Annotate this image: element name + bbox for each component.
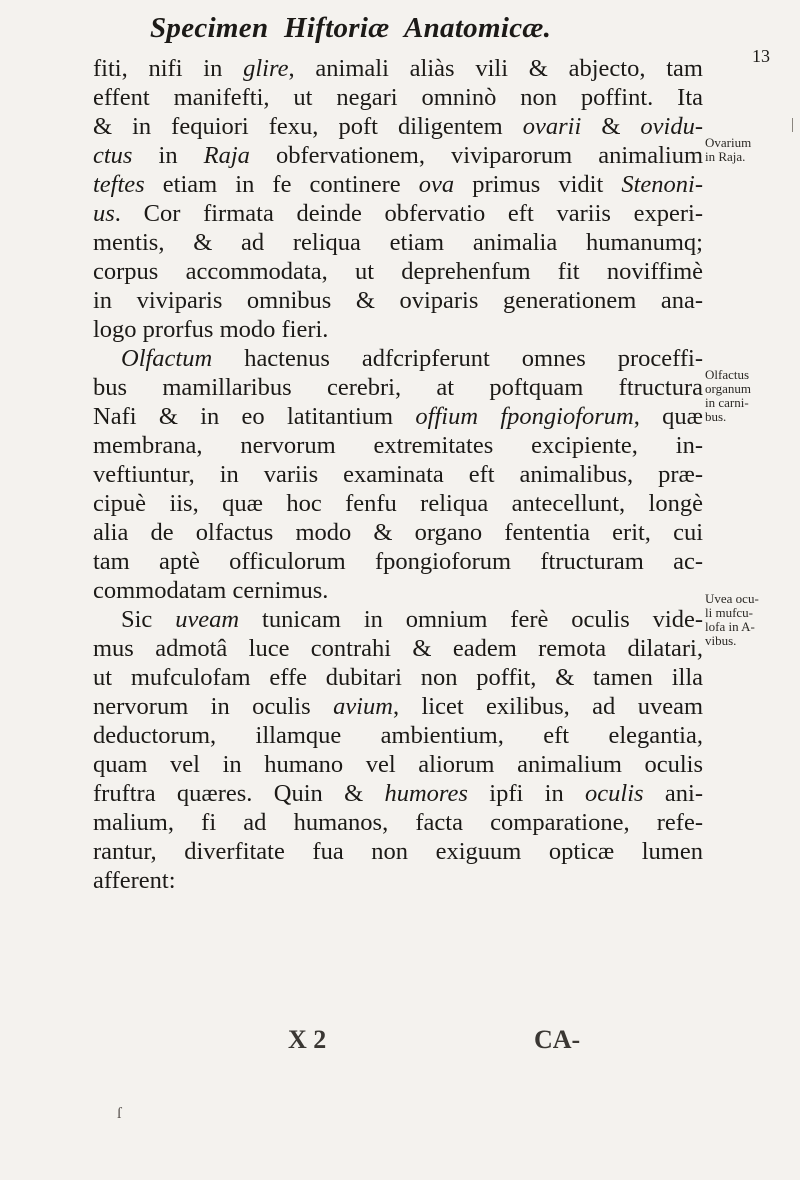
text-line: logo prorfus modo fieri. <box>93 316 329 343</box>
text-line: tam aptè officulorum fpongioforum ftructuram ac- <box>93 548 703 575</box>
page-number: 13 <box>752 46 770 66</box>
margin-note-line: Ovarium <box>705 135 752 150</box>
body-text <box>93 54 703 895</box>
margin-note-line: organum <box>705 381 751 396</box>
running-header <box>150 12 551 45</box>
margin-note-line: vibus. <box>705 633 737 648</box>
text-line: teftes etiam in fe continere ova primus vidit Stenoni- <box>93 171 703 198</box>
text-line: alia de olfactus modo & organo fententia erit, cui <box>93 519 703 546</box>
text-line: fruftra quæres. Quin & humores ipfi in oculis ani- <box>93 780 703 807</box>
text-line: bus mamillaribus cerebri, at poftquam ftructura <box>93 374 703 401</box>
text-line: mentis, & ad reliqua etiam animalia humanumq; <box>93 229 703 256</box>
text-line: ut mufculofam effe dubitari non poffit, & tamen illa <box>93 664 703 691</box>
text-line: rantur, diverfitate fua non exiguum opticæ lumen <box>93 838 703 865</box>
margin-note-olfactus <box>705 368 751 424</box>
text-line: nervorum in oculis avium, licet exilibus, ad uveam <box>93 693 703 720</box>
margin-note-line: lofa in A- <box>705 619 755 634</box>
text-line: us. Cor firmata deinde obfervatio eft variis experi- <box>93 200 703 227</box>
catchword: CA- <box>534 1025 581 1054</box>
header-title-word-1: Specimen <box>150 12 269 44</box>
text-line: Olfactum hactenus adfcripferunt omnes proceffi- <box>121 345 703 372</box>
text-line: commodatam cernimus. <box>93 577 329 604</box>
text-line: malium, fi ad humanos, facta comparatione, refe- <box>93 809 703 836</box>
margin-note-ovarium <box>705 136 751 164</box>
margin-note-line: Uvea ocu- <box>705 591 759 606</box>
margin-note-line: in Raja. <box>705 149 746 164</box>
text-line: membrana, nervorum extremitates excipiente, in- <box>93 432 703 459</box>
header-title-word-3: Anatomicæ. <box>403 12 552 44</box>
edge-mark <box>792 118 793 132</box>
text-line: Nafi & in eo latitantium offium fpongioforum, quæ <box>93 403 703 430</box>
margin-note-line: Olfactus <box>705 367 750 382</box>
text-line: veftiuntur, in variis examinata eft animalibus, præ- <box>93 461 703 488</box>
margin-note-line: in carni- <box>705 395 749 410</box>
text-line: Sic uveam tunicam in omnium ferè oculis vide- <box>121 606 703 633</box>
text-line: effent manifefti, ut negari omninò non poffint. Ita <box>93 84 703 111</box>
text-line: afferent: <box>93 867 176 894</box>
text-line: ctus in Raja obfervationem, viviparorum animalium <box>93 142 703 169</box>
text-line: fiti, nifi in glire, animali aliàs vili & abjecto, tam <box>93 55 703 82</box>
text-line: cipuè iis, quæ hoc fenfu reliqua antecellunt, longè <box>93 490 703 517</box>
stray-mark: ſ <box>117 1105 122 1122</box>
text-line: in viviparis omnibus & oviparis generationem ana- <box>93 287 703 314</box>
header-title-word-2: Hiftoriæ <box>283 12 390 44</box>
text-line: corpus accommodata, ut deprehenfum fit noviffimè <box>93 258 703 285</box>
margin-note-uvea <box>705 592 759 648</box>
margin-note-line: bus. <box>705 409 727 424</box>
margin-note-line: li mufcu- <box>705 605 754 620</box>
text-line: quam vel in humano vel aliorum animalium oculis <box>93 751 703 778</box>
signature-mark: X 2 <box>288 1025 327 1054</box>
text-line: & in fequiori fexu, poft diligentem ovarii & ovidu- <box>93 113 703 140</box>
text-line: mus admotâ luce contrahi & eadem remota dilatari, <box>93 635 703 662</box>
text-line: deductorum, illamque ambientium, eft elegantia, <box>93 722 703 749</box>
